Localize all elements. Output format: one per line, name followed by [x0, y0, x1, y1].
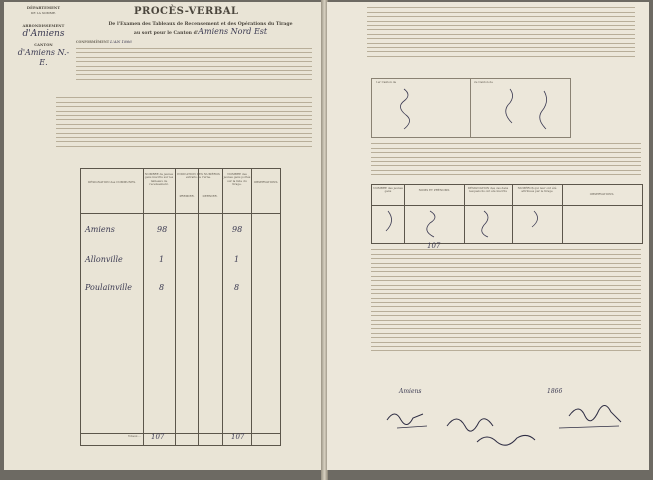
- row-2-commune: Allonville: [85, 255, 123, 264]
- header-cas: DÉSIGNATION des cas dans lesquels ils ont été inscrits: [467, 186, 509, 194]
- header-communes: DÉSIGNATION des COMMUNES.: [88, 180, 136, 184]
- header-numeros: INDICATION DES NUMÉROS extraits de l'urne.: [177, 172, 220, 180]
- canton-label: CANTON: [34, 43, 53, 47]
- total-inscrits: 107: [151, 433, 165, 441]
- header-premier: PREMIER.: [179, 194, 195, 198]
- page-title: PROCÈS-VERBAL: [134, 6, 239, 17]
- date-written: 1866: [547, 388, 563, 395]
- cantons-handwriting: [372, 79, 570, 137]
- row-1-tirage: 98: [232, 225, 243, 234]
- row-2-tirage: 1: [234, 255, 240, 264]
- row-3-inscrits: 8: [159, 283, 165, 292]
- right-intro-paragraph: [367, 4, 635, 60]
- header-numeros-attribues: NUMÉROS qui leur ont été attribués par le tirage: [517, 186, 557, 194]
- header-observations-2: OBSERVATIONS.: [589, 192, 615, 196]
- row-1-inscrits: 98: [157, 225, 168, 234]
- header-nombre: NOMBRE des jeunes gens: [373, 186, 403, 194]
- canton-written: Amiens Nord Est: [198, 27, 268, 36]
- signatures: [337, 398, 637, 458]
- right-page: [327, 2, 649, 470]
- right-middle-paragraph: [371, 140, 641, 179]
- left-page: [4, 2, 323, 470]
- totals-label: Totaux....: [127, 434, 141, 438]
- city-written: Amiens: [399, 388, 422, 395]
- row-3-commune: Poulainville: [85, 283, 132, 292]
- department-block: [16, 6, 71, 68]
- row-1-commune: Amiens: [85, 225, 115, 234]
- header-dernier: DERNIER.: [202, 194, 218, 198]
- canton-2-header: 2e Canton de: [474, 80, 493, 84]
- department-label: DÉPARTEMENT: [26, 6, 61, 10]
- row-2-inscrits: 1: [159, 255, 165, 264]
- arrondissement-handwritten: d'Amiens: [22, 29, 65, 39]
- body-paragraph: [56, 94, 312, 150]
- header-liste: NOMBRE des jeunes gens portés sur la liste du tirage.: [223, 172, 251, 187]
- subtitle-line-1: De l'Examen des Tableaux de Recensement et des Opérations du Tirage: [108, 22, 293, 27]
- exemptions-handwriting: [372, 185, 642, 243]
- tirage-table: [80, 168, 281, 446]
- header-noms: NOMS ET PRÉNOMS: [418, 188, 450, 192]
- header-inscrits: NOMBRE de jeunes gens inscrits sur les tableaux de recensement.: [144, 172, 174, 187]
- department-name: DE LA SOMME.: [30, 11, 57, 15]
- canton-handwritten: d'Amiens N.-E.: [17, 48, 70, 67]
- cantons-list: [371, 78, 571, 138]
- canton-1-header: 1er Canton de: [376, 80, 397, 84]
- total-tirage: 107: [231, 433, 245, 441]
- header-observations: OBSERVATIONS.: [253, 180, 279, 184]
- total-written: 107: [427, 242, 441, 250]
- exemptions-table: [371, 184, 643, 244]
- arrondissement-label: ARRONDISSEMENT: [22, 24, 65, 28]
- right-lower-paragraph: [371, 246, 641, 355]
- subtitle-line-2: au sort pour le Canton d'Amiens Nord Est: [133, 27, 268, 36]
- row-3-tirage: 8: [234, 283, 240, 292]
- intro-paragraph: CONFORMÉMENT L'AN 1866: [76, 40, 312, 83]
